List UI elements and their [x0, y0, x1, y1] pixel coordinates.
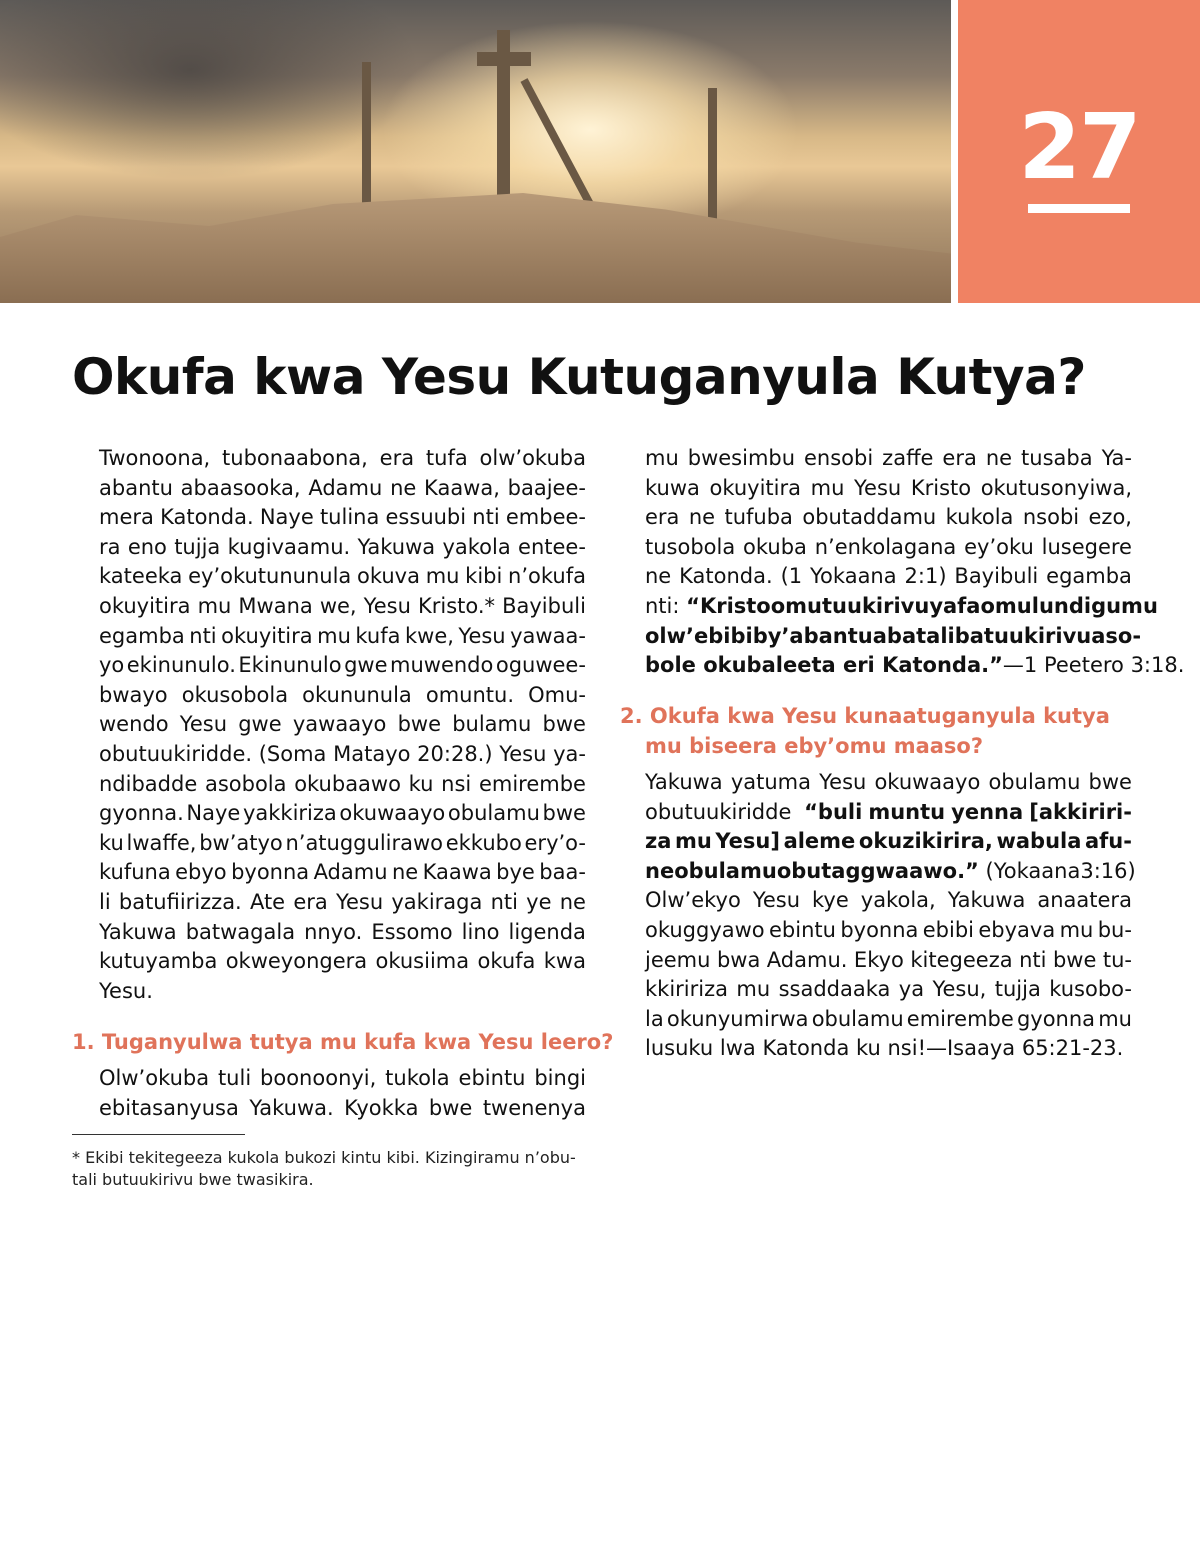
- word: mu: [425, 564, 460, 589]
- word: olw’ebibi: [645, 623, 753, 648]
- word: Matayo: [333, 741, 411, 766]
- word: (Soma: [258, 741, 327, 766]
- word: yatuma: [730, 770, 811, 794]
- word: mu: [1059, 917, 1094, 942]
- word: kwe,: [404, 623, 454, 648]
- text-line: [645, 474, 1132, 504]
- text-line: [99, 740, 586, 770]
- word: bwesimbu: [687, 446, 796, 470]
- word: la: [645, 1006, 664, 1031]
- lesson-number: 27: [1018, 95, 1140, 200]
- word: obulamu: [988, 770, 1081, 794]
- text-line: [645, 503, 1132, 533]
- word: ra: [99, 534, 121, 559]
- text-line: [99, 1064, 586, 1094]
- text-line: [99, 651, 586, 681]
- text-line: [99, 858, 586, 888]
- word: Kaawa: [422, 860, 492, 885]
- word: bwe: [428, 1095, 473, 1120]
- question-2: [620, 701, 1110, 761]
- text-line: [99, 562, 586, 592]
- word: obutaggwaawo.”: [776, 858, 979, 883]
- word: Adamu: [313, 860, 388, 885]
- word: Yesu: [363, 593, 411, 618]
- word: kateeka: [99, 564, 183, 589]
- word: oguwee-: [495, 653, 586, 678]
- word: mu: [736, 977, 771, 1002]
- word: okuva: [357, 564, 420, 589]
- text-line: [99, 1094, 586, 1124]
- word: Yakuwa: [645, 770, 723, 794]
- text-line: [645, 886, 1132, 916]
- word: emirembe: [478, 771, 586, 796]
- word: baa-: [539, 860, 586, 885]
- word: Essomo: [371, 919, 453, 944]
- word: okuwaayo: [874, 770, 981, 794]
- footnote: [72, 1147, 576, 1191]
- word: nsobi: [1022, 505, 1080, 530]
- word: 3:16): [1080, 858, 1136, 883]
- word: n’atuggulirawo: [285, 830, 444, 855]
- text-line: [99, 444, 586, 474]
- footnote-line: tali butuukirivu bwe twasikira.: [72, 1170, 314, 1189]
- question-2-text-cont: mu biseera eby’omu maaso?: [645, 734, 984, 758]
- word: Yesu]: [715, 829, 780, 854]
- word: muwendo: [390, 653, 494, 678]
- word: gwe: [238, 712, 282, 737]
- word: Naye: [186, 801, 241, 826]
- word: era: [293, 889, 328, 914]
- word: li: [99, 889, 111, 914]
- word: okusobola: [181, 682, 289, 707]
- word: okutusonyiwa,: [980, 475, 1132, 500]
- word: okuyitira: [709, 475, 801, 500]
- word: Olw’ekyo: [645, 888, 741, 913]
- word: okuyitira: [221, 623, 313, 648]
- text-line: [99, 799, 586, 829]
- word: tusaba: [1021, 446, 1093, 470]
- word: obulamu: [674, 858, 777, 883]
- word: ekinunulo.: [126, 653, 236, 678]
- word: emirembe: [906, 1006, 1014, 1031]
- word: Yakuwa: [357, 534, 436, 559]
- word: nti:: [645, 593, 687, 618]
- page-title: Okufa kwa Yesu Kutuganyula Kutya?: [72, 348, 1086, 406]
- word: jeemu: [645, 947, 711, 972]
- word: mu: [317, 623, 351, 648]
- word: lino: [461, 919, 500, 944]
- word: Kyokka: [344, 1095, 419, 1120]
- word: Omu-: [528, 682, 586, 707]
- word: Kaawa,: [424, 475, 500, 500]
- word: Yesu: [499, 741, 547, 766]
- text-line: [99, 947, 586, 977]
- word: za: [645, 829, 672, 854]
- text-line: [645, 946, 1132, 976]
- word: omutuukirivu: [770, 593, 930, 618]
- word: ku: [99, 830, 124, 855]
- text-line: [645, 533, 1132, 563]
- question-2-text: Okufa kwa Yesu kunaatuganyula kutya: [649, 704, 1110, 728]
- word: ey’okutununula: [188, 564, 352, 589]
- text-line: [645, 798, 1132, 828]
- word: muntu: [868, 799, 946, 824]
- word: olw’okuba: [479, 446, 586, 470]
- text-line: [645, 651, 1185, 681]
- word: omulundi: [980, 593, 1092, 618]
- word: (1: [780, 564, 803, 589]
- word: bwayo: [99, 682, 168, 707]
- word: nti: [189, 623, 217, 648]
- word: tujja: [174, 534, 221, 559]
- text-line: [99, 681, 586, 711]
- word: kufuna: [99, 860, 171, 885]
- word: ne: [645, 858, 675, 883]
- word: kufa: [355, 623, 401, 648]
- word: Ekyo: [853, 947, 904, 972]
- word: 2:1): [904, 564, 947, 589]
- word: Bayibuli: [954, 564, 1039, 589]
- answer-1-continued: [645, 444, 1185, 681]
- word: bwe: [397, 712, 441, 737]
- word: ne: [390, 475, 417, 500]
- word: Kristo: [910, 475, 972, 500]
- word: okuzikirira,: [858, 829, 993, 854]
- word: ebintu: [458, 1066, 526, 1090]
- word: bye: [496, 860, 535, 885]
- word: ebibi: [922, 917, 975, 942]
- word: ensobi: [804, 446, 874, 470]
- text-line: [99, 977, 586, 1007]
- text-line: [99, 592, 586, 622]
- word: wendo: [99, 712, 169, 737]
- word: lusegere: [1041, 534, 1132, 559]
- word: “Kristo: [686, 593, 771, 618]
- word: mu: [810, 475, 845, 500]
- word: tu-: [1102, 947, 1132, 972]
- word: yakola,: [860, 888, 936, 913]
- word: kitegeeza: [910, 947, 1013, 972]
- word: Twonoona,: [99, 446, 211, 470]
- word: nti: [490, 889, 518, 914]
- word: Naye: [259, 505, 314, 530]
- word: okufa: [477, 949, 536, 974]
- word: yenna: [951, 799, 1024, 824]
- text-line: [645, 857, 1136, 887]
- word: Yokaana: [810, 564, 897, 589]
- text-line: [645, 827, 1132, 857]
- word: byonna: [231, 860, 310, 885]
- text-line: [99, 622, 586, 652]
- word: tukola: [385, 1066, 450, 1090]
- word: obulamu: [447, 801, 540, 826]
- word: kwa: [543, 949, 586, 974]
- word: ery’o-: [524, 830, 586, 855]
- word: ne: [645, 564, 672, 589]
- word: gwe: [344, 653, 388, 678]
- word: Yesu: [752, 888, 801, 913]
- word: okweyongera: [225, 949, 368, 974]
- word: egamba: [99, 623, 185, 648]
- word: yawaa-: [510, 623, 586, 648]
- word: abantu: [99, 475, 173, 500]
- text-line: [99, 829, 586, 859]
- word: okuba: [743, 534, 807, 559]
- word: bwe: [1088, 770, 1132, 794]
- text-line: [645, 562, 1132, 592]
- word: ne: [391, 860, 419, 885]
- word: bulamu: [452, 712, 532, 737]
- lesson-number-underline: [1028, 204, 1130, 213]
- word: Yakuwa.: [249, 1095, 334, 1120]
- question-1-text: Tuganyulwa tutya mu kufa kwa Yesu leero?: [101, 1030, 614, 1054]
- word: ne: [985, 446, 1013, 470]
- word: nti: [1019, 947, 1047, 972]
- footnote-line: * Ekibi tekitegeeza kukola bukozi kintu kibi. Kizingiramu n’obu-: [72, 1148, 576, 1167]
- word: gumu: [1091, 593, 1158, 618]
- word: kutuyamba: [99, 949, 218, 974]
- word: kkiririza: [645, 977, 728, 1002]
- word: —1 Peetero 3:18.: [1002, 653, 1185, 678]
- text-line: [645, 1005, 1132, 1035]
- word: batufiirizza.: [118, 889, 242, 914]
- word: yafa: [929, 593, 981, 618]
- word: anaatera: [1037, 888, 1132, 913]
- text-line: [99, 770, 586, 800]
- word: Bayibuli: [502, 593, 586, 618]
- word: era: [645, 505, 680, 530]
- word: Yakuwa: [99, 919, 177, 944]
- word: Katonda.: [679, 564, 773, 589]
- word: mu: [197, 593, 232, 618]
- word: ye: [526, 889, 552, 914]
- word: eno: [127, 534, 167, 559]
- word: n’enkolagana: [814, 534, 957, 559]
- word: mera: [99, 505, 154, 530]
- word: ebintu: [769, 917, 836, 942]
- word: 20:28.): [417, 741, 493, 766]
- word: asobola: [204, 771, 287, 796]
- word: ebyo: [175, 860, 227, 885]
- word: egamba: [1046, 564, 1132, 589]
- word: Yesu: [335, 889, 384, 914]
- word: nsi: [441, 771, 472, 796]
- word: kukola: [945, 505, 1014, 530]
- word: boonoonyi,: [260, 1066, 377, 1090]
- word: bwe: [1052, 947, 1097, 972]
- word: Olw’okuba: [99, 1066, 210, 1090]
- word: bwa: [716, 947, 761, 972]
- word: yawaayo: [292, 712, 387, 737]
- question-1-number: 1.: [72, 1030, 95, 1054]
- word: ebitasanyusa: [99, 1095, 239, 1120]
- word: Adamu.: [766, 947, 848, 972]
- word: ku: [408, 771, 434, 796]
- word: Adamu: [308, 475, 383, 500]
- word: obutuukiridde.: [99, 741, 253, 766]
- word: yo: [99, 653, 125, 678]
- word: Ya-: [1101, 446, 1132, 470]
- word: ey’oku: [964, 534, 1034, 559]
- word: kusobo-: [1049, 977, 1132, 1002]
- text-line: [645, 1034, 1132, 1064]
- word: obutuukiridde: [645, 799, 799, 824]
- word: tujja: [994, 977, 1041, 1002]
- word: kibi: [465, 564, 503, 589]
- word: abaasooka,: [180, 475, 301, 500]
- word: aso-: [1091, 623, 1142, 648]
- word: okubaawo: [294, 771, 401, 796]
- word: okuwaayo: [339, 801, 446, 826]
- word: by’abantu: [752, 623, 873, 648]
- word: tufa: [425, 446, 468, 470]
- word: omuntu.: [425, 682, 515, 707]
- word: tulina: [319, 505, 380, 530]
- text-line: [645, 592, 1158, 622]
- word: kuwa: [645, 475, 700, 500]
- word: gyonna: [1016, 1006, 1096, 1031]
- word: Mwana: [238, 593, 313, 618]
- word: yakiraga: [391, 889, 483, 914]
- word: Katonda.: [160, 505, 254, 530]
- word: zaffe: [882, 446, 934, 470]
- word: Yesu: [458, 623, 506, 648]
- text-line: [99, 503, 586, 533]
- word: afu-: [1084, 829, 1132, 854]
- word: okusiima: [375, 949, 470, 974]
- word: batwagala: [185, 919, 296, 944]
- word: era: [379, 446, 415, 470]
- word: mu: [1098, 1006, 1132, 1031]
- word: ebyava: [978, 917, 1056, 942]
- word: “buli: [804, 799, 863, 824]
- word: gyonna.: [99, 801, 184, 826]
- word: okuyitira: [99, 593, 191, 618]
- lesson-number-badge: [958, 0, 1200, 303]
- word: wabula: [996, 829, 1082, 854]
- word: bingi: [534, 1066, 586, 1090]
- word: byonna: [840, 917, 919, 942]
- word: nti: [472, 505, 500, 530]
- text-line: [99, 710, 586, 740]
- word: Ate: [249, 889, 286, 914]
- word: embee-: [505, 505, 586, 530]
- word: ne: [559, 889, 586, 914]
- word: okununula: [302, 682, 412, 707]
- word: bwe: [542, 712, 586, 737]
- word: bw’atyo: [199, 830, 283, 855]
- word: baajee-: [507, 475, 586, 500]
- word: ya-: [553, 741, 586, 766]
- text-line: [645, 444, 1132, 474]
- word: ssaddaaka: [778, 977, 891, 1002]
- word: ne: [688, 505, 716, 530]
- word: lusuku lwa Katonda ku nsi!—Isaaya 65:21-23.: [645, 1036, 1124, 1061]
- text-line: [645, 768, 1132, 798]
- word: Ekinunulo: [238, 653, 342, 678]
- text-line: [99, 474, 586, 504]
- word: era: [942, 446, 977, 470]
- answer-1-paragraph: [99, 1064, 586, 1123]
- word: abatali: [872, 623, 955, 648]
- word: bwe: [542, 801, 586, 826]
- word: yakola: [442, 534, 511, 559]
- word: kye: [812, 888, 849, 913]
- word: lwaffe,: [126, 830, 197, 855]
- word: ezo,: [1088, 505, 1132, 530]
- text-line: [645, 622, 1142, 652]
- word: tuli: [217, 1066, 252, 1090]
- word: ligenda: [508, 919, 586, 944]
- question-2-number: 2.: [620, 704, 643, 728]
- word: tufuba: [724, 505, 793, 530]
- word: mu: [645, 446, 679, 470]
- word: obulamu: [811, 1006, 904, 1031]
- word: Yesu: [854, 475, 902, 500]
- word: (Yokaana: [978, 858, 1081, 883]
- word: mu: [674, 829, 712, 854]
- word: tubonaabona,: [222, 446, 368, 470]
- word: twenenya: [482, 1095, 586, 1120]
- word: obutaddamu: [802, 505, 937, 530]
- word: Yesu.: [99, 978, 153, 1003]
- word: okunyumirwa: [666, 1006, 809, 1031]
- footnote-divider: [72, 1134, 245, 1135]
- word: we,: [319, 593, 357, 618]
- text-line: [99, 888, 586, 918]
- text-line: [99, 918, 586, 948]
- word: okuggyawo: [645, 917, 765, 942]
- word: ndibadde: [99, 771, 198, 796]
- word: n’okufa: [508, 564, 586, 589]
- word: Yesu,: [932, 977, 987, 1002]
- word: Yesu: [179, 712, 228, 737]
- word: Kristo.*: [417, 593, 496, 618]
- question-1: [72, 1027, 613, 1057]
- word: Yakuwa: [947, 888, 1026, 913]
- word: nnyo.: [304, 919, 363, 944]
- word: kugivaamu.: [227, 534, 351, 559]
- word: bole okubaleeta eri Katonda.”: [645, 653, 1003, 678]
- word: ekkubo: [445, 830, 522, 855]
- word: bu-: [1097, 917, 1132, 942]
- word: tusobola: [645, 534, 736, 559]
- intro-paragraph: [99, 444, 586, 1006]
- word: aleme: [783, 829, 856, 854]
- text-line: [645, 916, 1132, 946]
- word: yakkiriza: [242, 801, 337, 826]
- answer-2-paragraph: [645, 768, 1136, 1064]
- word: batuukirivu: [954, 623, 1092, 648]
- word: essuubi: [385, 505, 467, 530]
- word: Yesu: [819, 770, 867, 794]
- word: entee-: [518, 534, 586, 559]
- crucifixion-illustration: [0, 0, 951, 303]
- word: ya: [898, 977, 925, 1002]
- word: [akkiriri-: [1029, 799, 1132, 824]
- text-line: [99, 533, 586, 563]
- text-line: [645, 975, 1132, 1005]
